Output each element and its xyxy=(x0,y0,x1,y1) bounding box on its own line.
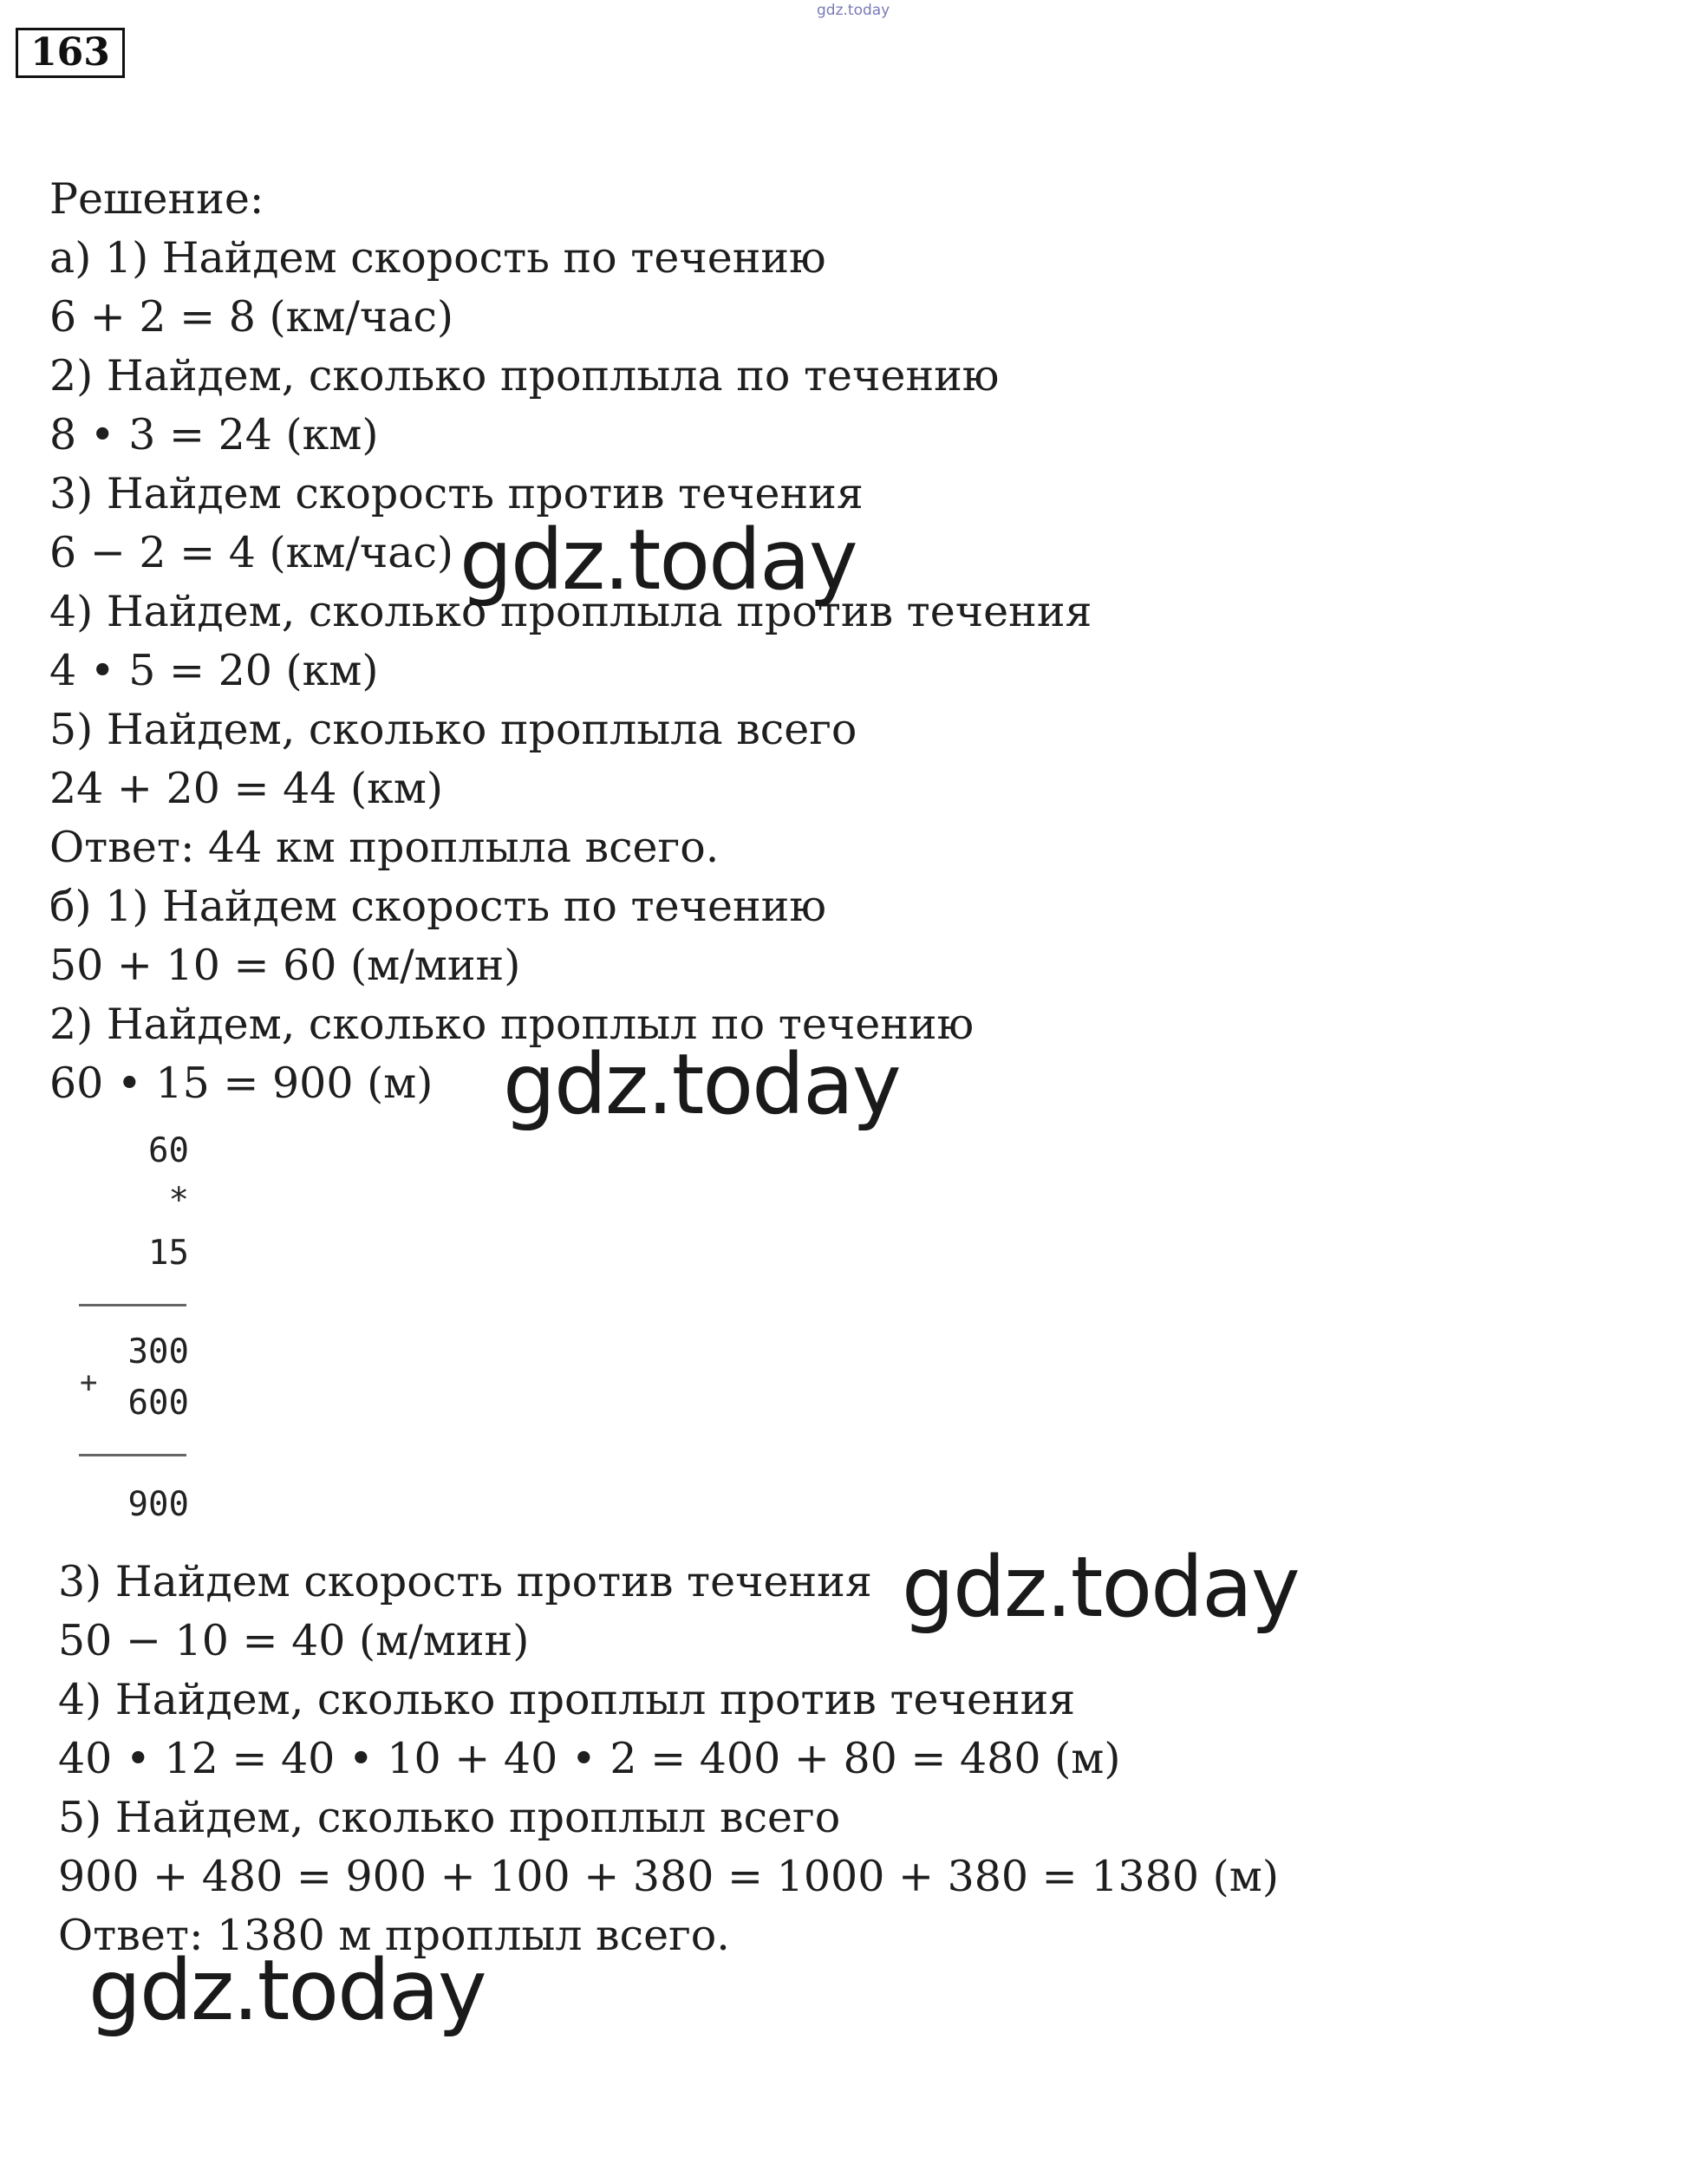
solution-line: 6 + 2 = 8 (км/час) xyxy=(49,292,454,342)
solution-line: 6 − 2 = 4 (км/час) xyxy=(49,528,454,577)
solution-line: б) 1) Найдем скорость по течению xyxy=(49,882,826,931)
top-watermark: gdz.today xyxy=(817,2,890,19)
solution-line: 5) Найдем, сколько проплыла всего xyxy=(49,705,857,754)
calc-result: 900 xyxy=(127,1485,189,1524)
solution-line: 50 + 10 = 60 (м/мин) xyxy=(49,941,521,990)
solution-line: а) 1) Найдем скорость по течению xyxy=(49,233,826,283)
solution-line: 4) Найдем, сколько проплыл против течения xyxy=(58,1675,1076,1724)
solution-line: 60 • 15 = 900 (м) xyxy=(49,1059,434,1108)
watermark: gdz.today xyxy=(503,1036,900,1133)
problem-number: 163 xyxy=(16,28,125,78)
solution-line: 900 + 480 = 900 + 100 + 380 = 1000 + 380 = 1380 (м) xyxy=(58,1852,1279,1901)
solution-line: 2) Найдем, сколько проплыл по течению xyxy=(49,1000,975,1049)
calc-factor-a: 60 xyxy=(148,1131,189,1170)
calc-factor-b: 15 xyxy=(148,1234,189,1273)
solution-line: 4 • 5 = 20 (км) xyxy=(49,646,379,695)
solution-line: 40 • 12 = 40 • 10 + 40 • 2 = 400 + 80 = 480 (м) xyxy=(58,1734,1121,1783)
answer-line: Ответ: 1380 м проплыл всего. xyxy=(58,1911,730,1960)
calc-partial-1: 300 xyxy=(127,1332,189,1371)
watermark: gdz.today xyxy=(902,1539,1299,1636)
answer-line: Ответ: 44 км проплыла всего. xyxy=(49,823,720,872)
solution-line: 24 + 20 = 44 (км) xyxy=(49,764,444,813)
calc-operator: * xyxy=(168,1181,189,1220)
watermark: gdz.today xyxy=(88,1942,486,2039)
calc-plus: + xyxy=(80,1365,98,1400)
watermark: gdz.today xyxy=(460,511,857,609)
calc-rule xyxy=(79,1454,186,1456)
solution-line: 5) Найдем, сколько проплыл всего xyxy=(58,1793,841,1842)
solution-line: 50 − 10 = 40 (м/мин) xyxy=(58,1616,530,1665)
calc-rule xyxy=(79,1304,186,1306)
solution-line: 3) Найдем скорость против течения xyxy=(49,469,864,518)
solution-line: 3) Найдем скорость против течения xyxy=(58,1557,872,1606)
solution-line: 4) Найдем, сколько проплыла против течения xyxy=(49,587,1092,636)
solution-line: 8 • 3 = 24 (км) xyxy=(49,410,379,459)
solution-heading: Решение: xyxy=(49,174,264,224)
solution-line: 2) Найдем, сколько проплыла по течению xyxy=(49,351,1000,401)
calc-partial-2: 600 xyxy=(127,1384,189,1423)
